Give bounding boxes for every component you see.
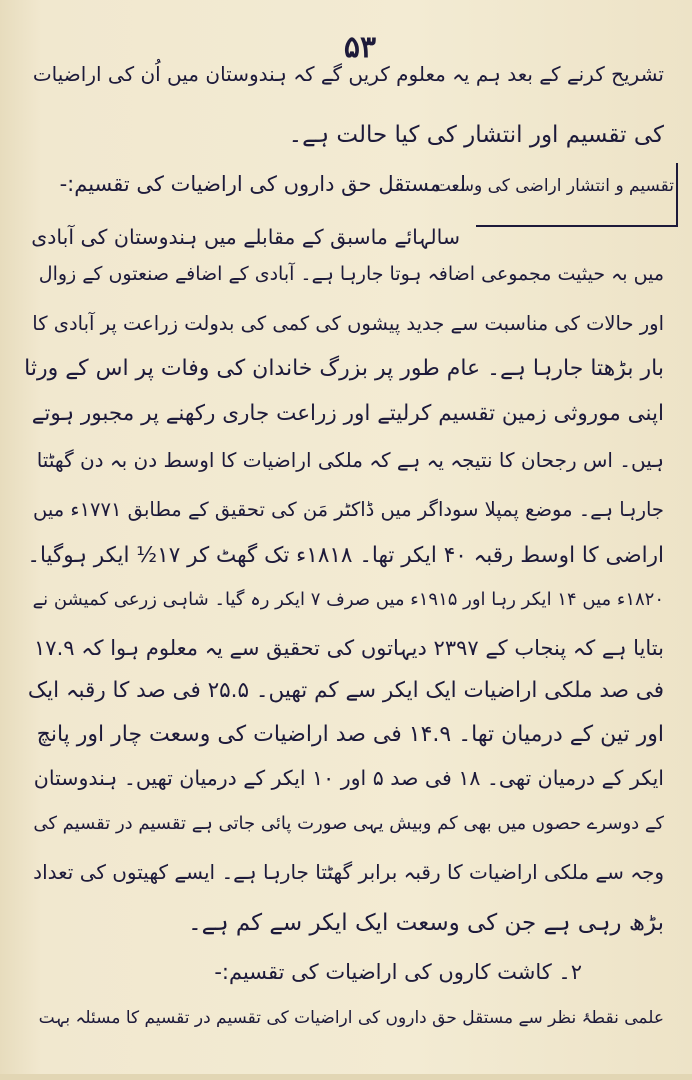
text-line: فی صد ملکی اراضیات ایک ایکر سے کم تھیں۔ ۲۵.۵ فی صد کا رقبہ ایک: [27, 678, 664, 703]
section-heading: ا۔ مستقل حق داروں کی اراضیات کی تقسیم:-: [59, 172, 466, 196]
text-line: بڑھ رہی ہے جن کی وسعت ایک ایکر سے کم ہے۔: [188, 910, 664, 936]
text-line: ایکر کے درمیان تھی۔ ۱۸ فی صد ۵ اور ۱۰ ایکر کے درمیان تھیں۔ ہندوستان: [33, 766, 664, 790]
text-line: اپنی موروثی زمین تقسیم کرلیتے اور زراعت جاری رکھنے پر مجبور ہوتے: [31, 401, 664, 426]
text-line: علمی نقطۂ نظر سے مستقل حق داروں کی اراضیات کی تقسیم در تقسیم کا مسئلہ بہت: [38, 1008, 664, 1028]
text-line: سالہائے ماسبق کے مقابلے میں ہندوستان کی آبادی: [31, 225, 460, 249]
text-line: ۱۸۲۰ء میں ۱۴ ایکر رہا اور ۱۹۱۵ء میں صرف ۷ ایکر رہ گیا۔ شاہی زرعی کمیشن نے: [32, 589, 664, 610]
text-line: جارہا ہے۔ موضع پمپلا سوداگر میں ڈاکٹر مَن کی تحقیق کے مطابق ۱۷۷۱ء میں: [33, 498, 664, 521]
text-line: میں بہ حیثیت مجموعی اضافہ ہوتا جارہا ہے۔ آبادی کے اضافے صنعتوں کے زوال: [38, 263, 664, 285]
text-line: بار بڑھتا جارہا ہے۔ عام طور پر بزرگ خاندان کی وفات پر اس کے ورثا: [24, 356, 664, 381]
text-line: اور حالات کی مناسبت سے جدید پیشوں کی کمی کی بدولت زراعت پر آبادی کا: [32, 312, 664, 335]
text-line: وجہ سے ملکی اراضیات کا رقبہ برابر گھٹتا جارہا ہے۔ ایسے کھیتوں کی تعداد: [33, 860, 664, 884]
text-line: بتایا ہے کہ پنجاب کے ۲۳۹۷ دیہاتوں کی تحقیق سے یہ معلوم ہوا کہ ۱۷.۹: [34, 636, 664, 660]
text-line: کے دوسرے حصوں میں بھی کم وبیش یہی صورت پائی جاتی ہے تقسیم در تقسیم کی: [33, 813, 664, 834]
text-line: اور تین کے درمیان تھا۔ ۱۴.۹ فی صد اراضیات کی وسعت چار اور پانچ: [36, 722, 664, 747]
page-number: ۵۳: [343, 30, 377, 65]
side-note: تقسیم و انتشار اراضی کی وسعت: [434, 176, 674, 196]
text-line: تشریح کرنے کے بعد ہم یہ معلوم کریں گے کہ ہندوستان میں اُن کی اراضیات: [32, 62, 664, 86]
section-heading: ۲۔ کاشت کاروں کی اراضیات کی تقسیم:-: [214, 960, 582, 984]
text-line: ہیں۔ اس رجحان کا نتیجہ یہ ہے کہ ملکی اراضیات کا اوسط دن بہ دن گھٹتا: [36, 448, 664, 472]
page-edge: [0, 1074, 692, 1080]
text-line: اراضی کا اوسط رقبہ ۴۰ ایکر تھا۔ ۱۸۱۸ء تک گھٹ کر ۱۷½ ایکر ہوگیا۔: [27, 543, 664, 568]
text-line: کی تقسیم اور انتشار کی کیا حالت ہے۔: [288, 122, 664, 148]
